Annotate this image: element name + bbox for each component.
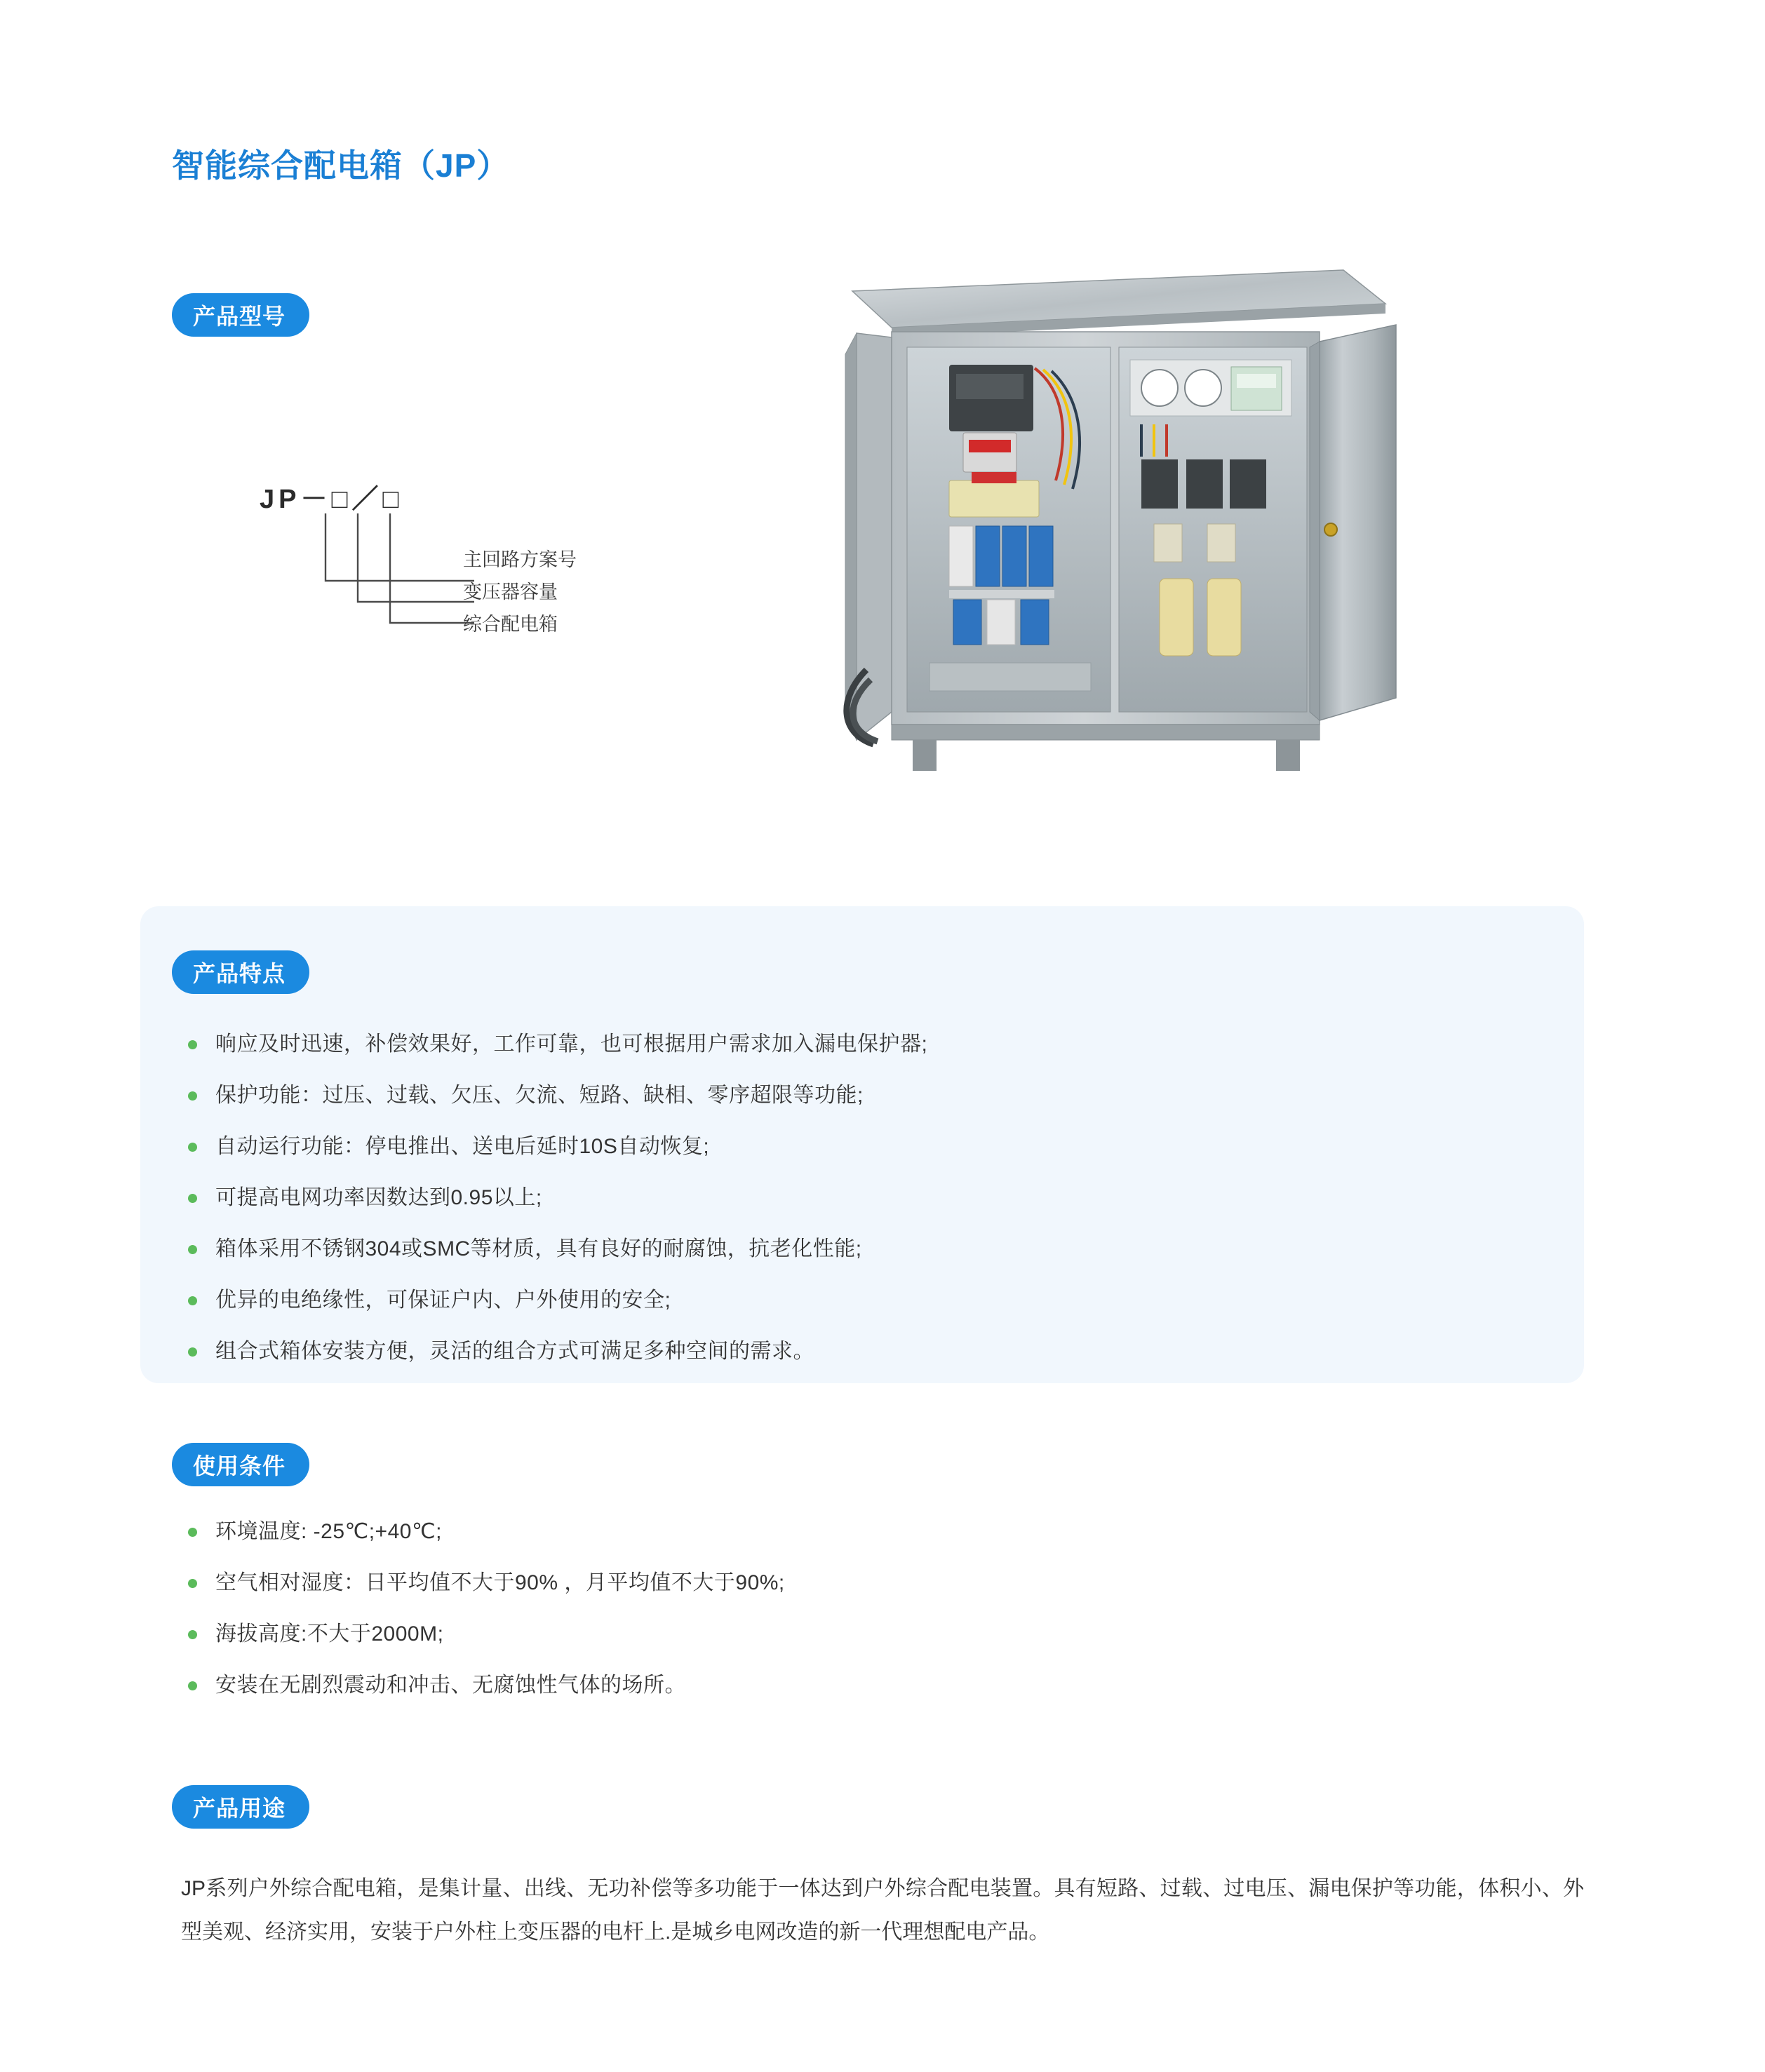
feature-text: 保护功能：过压、过载、欠压、欠流、短路、缺相、零序超限等功能; bbox=[215, 1084, 864, 1107]
section-heading-model bbox=[172, 293, 309, 337]
model-label-2: 变压器容量 bbox=[463, 581, 558, 603]
feature-text: 响应及时迅速，补偿效果好，工作可靠，也可根据用户需求加入漏电保护器; bbox=[215, 1032, 928, 1056]
list-item bbox=[188, 1335, 1521, 1368]
list-item bbox=[188, 1515, 1521, 1549]
model-label-1: 主回路方案号 bbox=[463, 549, 577, 570]
bullet-icon bbox=[188, 1630, 197, 1639]
pill-decor-circle bbox=[285, 1443, 328, 1486]
pill-features-label: 产品特点 bbox=[193, 961, 286, 986]
pill-decor-circle bbox=[285, 293, 328, 337]
bullet-icon bbox=[188, 1245, 197, 1254]
list-item bbox=[188, 1181, 1521, 1215]
usage-paragraph: JP系列户外综合配电箱，是集计量、出线、无功补偿等多功能于一体达到户外综合配电装置。具有短路、过载、过电压、漏电保护等功能，体积小、外型美观、经济实用，安装于户外柱上变压器的电杆上.是城乡电网改造的新一代理想配电产品。 bbox=[181, 1877, 1584, 1944]
list-item bbox=[188, 1617, 1521, 1651]
list-item bbox=[188, 1130, 1521, 1164]
bullet-icon bbox=[188, 1194, 197, 1203]
section-heading-usage bbox=[172, 1785, 309, 1829]
list-item bbox=[188, 1566, 1521, 1600]
page-title: 智能综合配电箱（JP） bbox=[172, 147, 510, 184]
list-item bbox=[188, 1079, 1521, 1112]
bullet-icon bbox=[188, 1681, 197, 1690]
pill-decor-circle bbox=[285, 1785, 328, 1829]
condition-text: 空气相对湿度：日平均值不大于90% ，月平均值不大于90%; bbox=[215, 1571, 785, 1594]
list-item bbox=[188, 1232, 1521, 1266]
condition-text: 环境温度: -25℃;+40℃; bbox=[215, 1520, 442, 1543]
bullet-icon bbox=[188, 1579, 197, 1588]
list-item bbox=[188, 1028, 1521, 1061]
model-code-text: JP－□／□ bbox=[260, 485, 403, 514]
condition-text: 海拔高度:不大于2000M; bbox=[215, 1622, 444, 1646]
pill-conditions bbox=[172, 1443, 309, 1486]
conditions-list bbox=[188, 1515, 1521, 1720]
list-item bbox=[188, 1284, 1521, 1317]
pill-conditions-label: 使用条件 bbox=[193, 1453, 286, 1479]
bullet-icon bbox=[188, 1091, 197, 1101]
bullet-icon bbox=[188, 1528, 197, 1537]
model-diagram bbox=[253, 477, 758, 659]
section-heading-features bbox=[172, 950, 309, 994]
pill-usage-label: 产品用途 bbox=[193, 1796, 286, 1821]
bullet-icon bbox=[188, 1143, 197, 1152]
bullet-icon bbox=[188, 1296, 197, 1305]
pill-model-label: 产品型号 bbox=[193, 304, 286, 329]
feature-text: 自动运行功能：停电推出、送电后延时10S自动恢复; bbox=[215, 1135, 710, 1158]
feature-text: 可提高电网功率因数达到0.95以上; bbox=[215, 1186, 542, 1209]
pill-usage bbox=[172, 1785, 309, 1829]
model-label-3: 综合配电箱 bbox=[463, 614, 558, 635]
list-item bbox=[188, 1669, 1521, 1702]
pill-model bbox=[172, 293, 309, 337]
bullet-icon bbox=[188, 1347, 197, 1357]
bullet-icon bbox=[188, 1040, 197, 1049]
section-heading-conditions bbox=[172, 1443, 309, 1486]
feature-text: 箱体采用不锈钢304或SMC等材质，具有良好的耐腐蚀，抗老化性能; bbox=[215, 1237, 862, 1260]
feature-text: 优异的电绝缘性，可保证户内、户外使用的安全; bbox=[215, 1289, 671, 1312]
features-list bbox=[188, 1028, 1521, 1386]
model-label-list bbox=[463, 544, 577, 640]
condition-text: 安装在无剧烈震动和冲击、无腐蚀性气体的场所。 bbox=[215, 1674, 686, 1697]
feature-text: 组合式箱体安装方便，灵活的组合方式可满足多种空间的需求。 bbox=[215, 1340, 814, 1363]
pill-features bbox=[172, 950, 309, 994]
product-photo bbox=[824, 249, 1417, 856]
